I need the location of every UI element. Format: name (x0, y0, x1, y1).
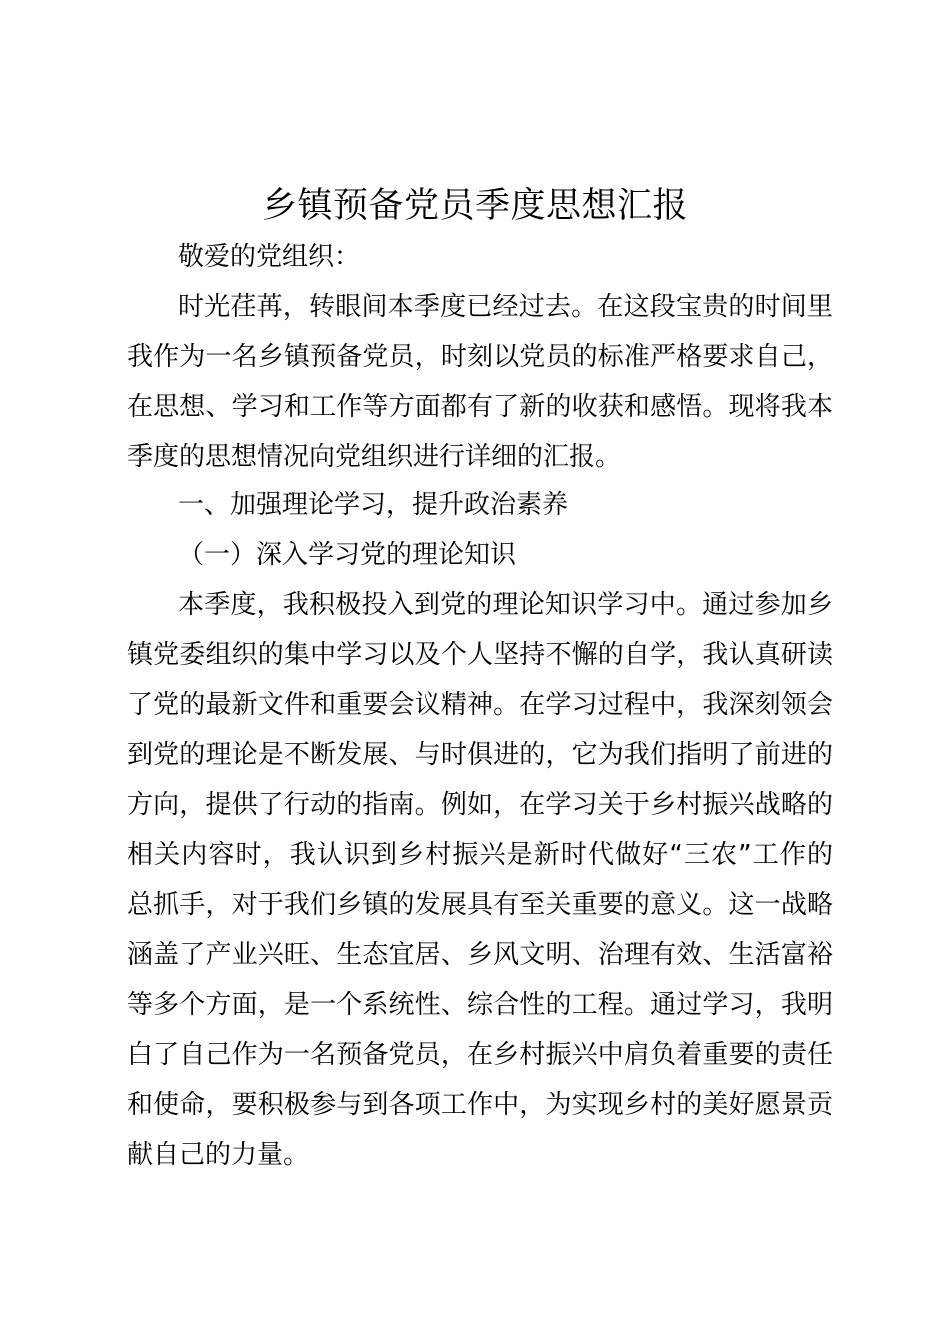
paragraph-line: 了党的最新文件和重要会议精神。在学习过程中，我深刻领会 (127, 690, 833, 720)
paragraph-line: 镇党委组织的集中学习以及个人坚持不懈的自学，我认真研读 (127, 640, 833, 670)
subsection-heading: （一）深入学习党的理论知识 (178, 540, 517, 570)
paragraph-line: 我作为一名乡镇预备党员，时刻以党员的标准严格要求自己， (127, 342, 833, 372)
paragraph-line: 在思想、学习和工作等方面都有了新的收获和感悟。现将我本 (127, 392, 833, 422)
body-paragraph (127, 580, 833, 1180)
paragraph-line: 本季度，我积极投入到党的理论知识学习中。通过参加乡 (178, 590, 833, 620)
intro-paragraph (127, 282, 833, 482)
salutation: 敬爱的党组织： (178, 242, 361, 272)
paragraph-line: 方向，提供了行动的指南。例如，在学习关于乡村振兴战略的 (127, 790, 833, 820)
paragraph-line: 涵盖了产业兴旺、生态宜居、乡风文明、治理有效、生活富裕 (127, 940, 833, 970)
paragraph-line: 相关内容时，我认识到乡村振兴是新时代做好“三农”工作的 (127, 840, 833, 870)
paragraph-line: 等多个方面，是一个系统性、综合性的工程。通过学习，我明 (127, 990, 833, 1020)
paragraph-line: 献自己的力量。 (127, 1140, 310, 1170)
paragraph-line: 白了自己作为一名预备党员，在乡村振兴中肩负着重要的责任 (127, 1040, 833, 1070)
section-heading: 一、加强理论学习，提升政治素养 (178, 490, 569, 520)
paragraph-line: 总抓手，对于我们乡镇的发展具有至关重要的意义。这一战略 (127, 890, 833, 920)
paragraph-line: 到党的理论是不断发展、与时俱进的，它为我们指明了前进的 (127, 740, 833, 770)
paragraph-line: 时光荏苒，转眼间本季度已经过去。在这段宝贵的时间里 (178, 292, 833, 322)
paragraph-line: 和使命，要积极参与到各项工作中，为实现乡村的美好愿景贡 (127, 1090, 833, 1120)
document-title: 乡镇预备党员季度思想汇报 (261, 186, 688, 226)
paragraph-line: 季度的思想情况向党组织进行详细的汇报。 (127, 442, 622, 472)
